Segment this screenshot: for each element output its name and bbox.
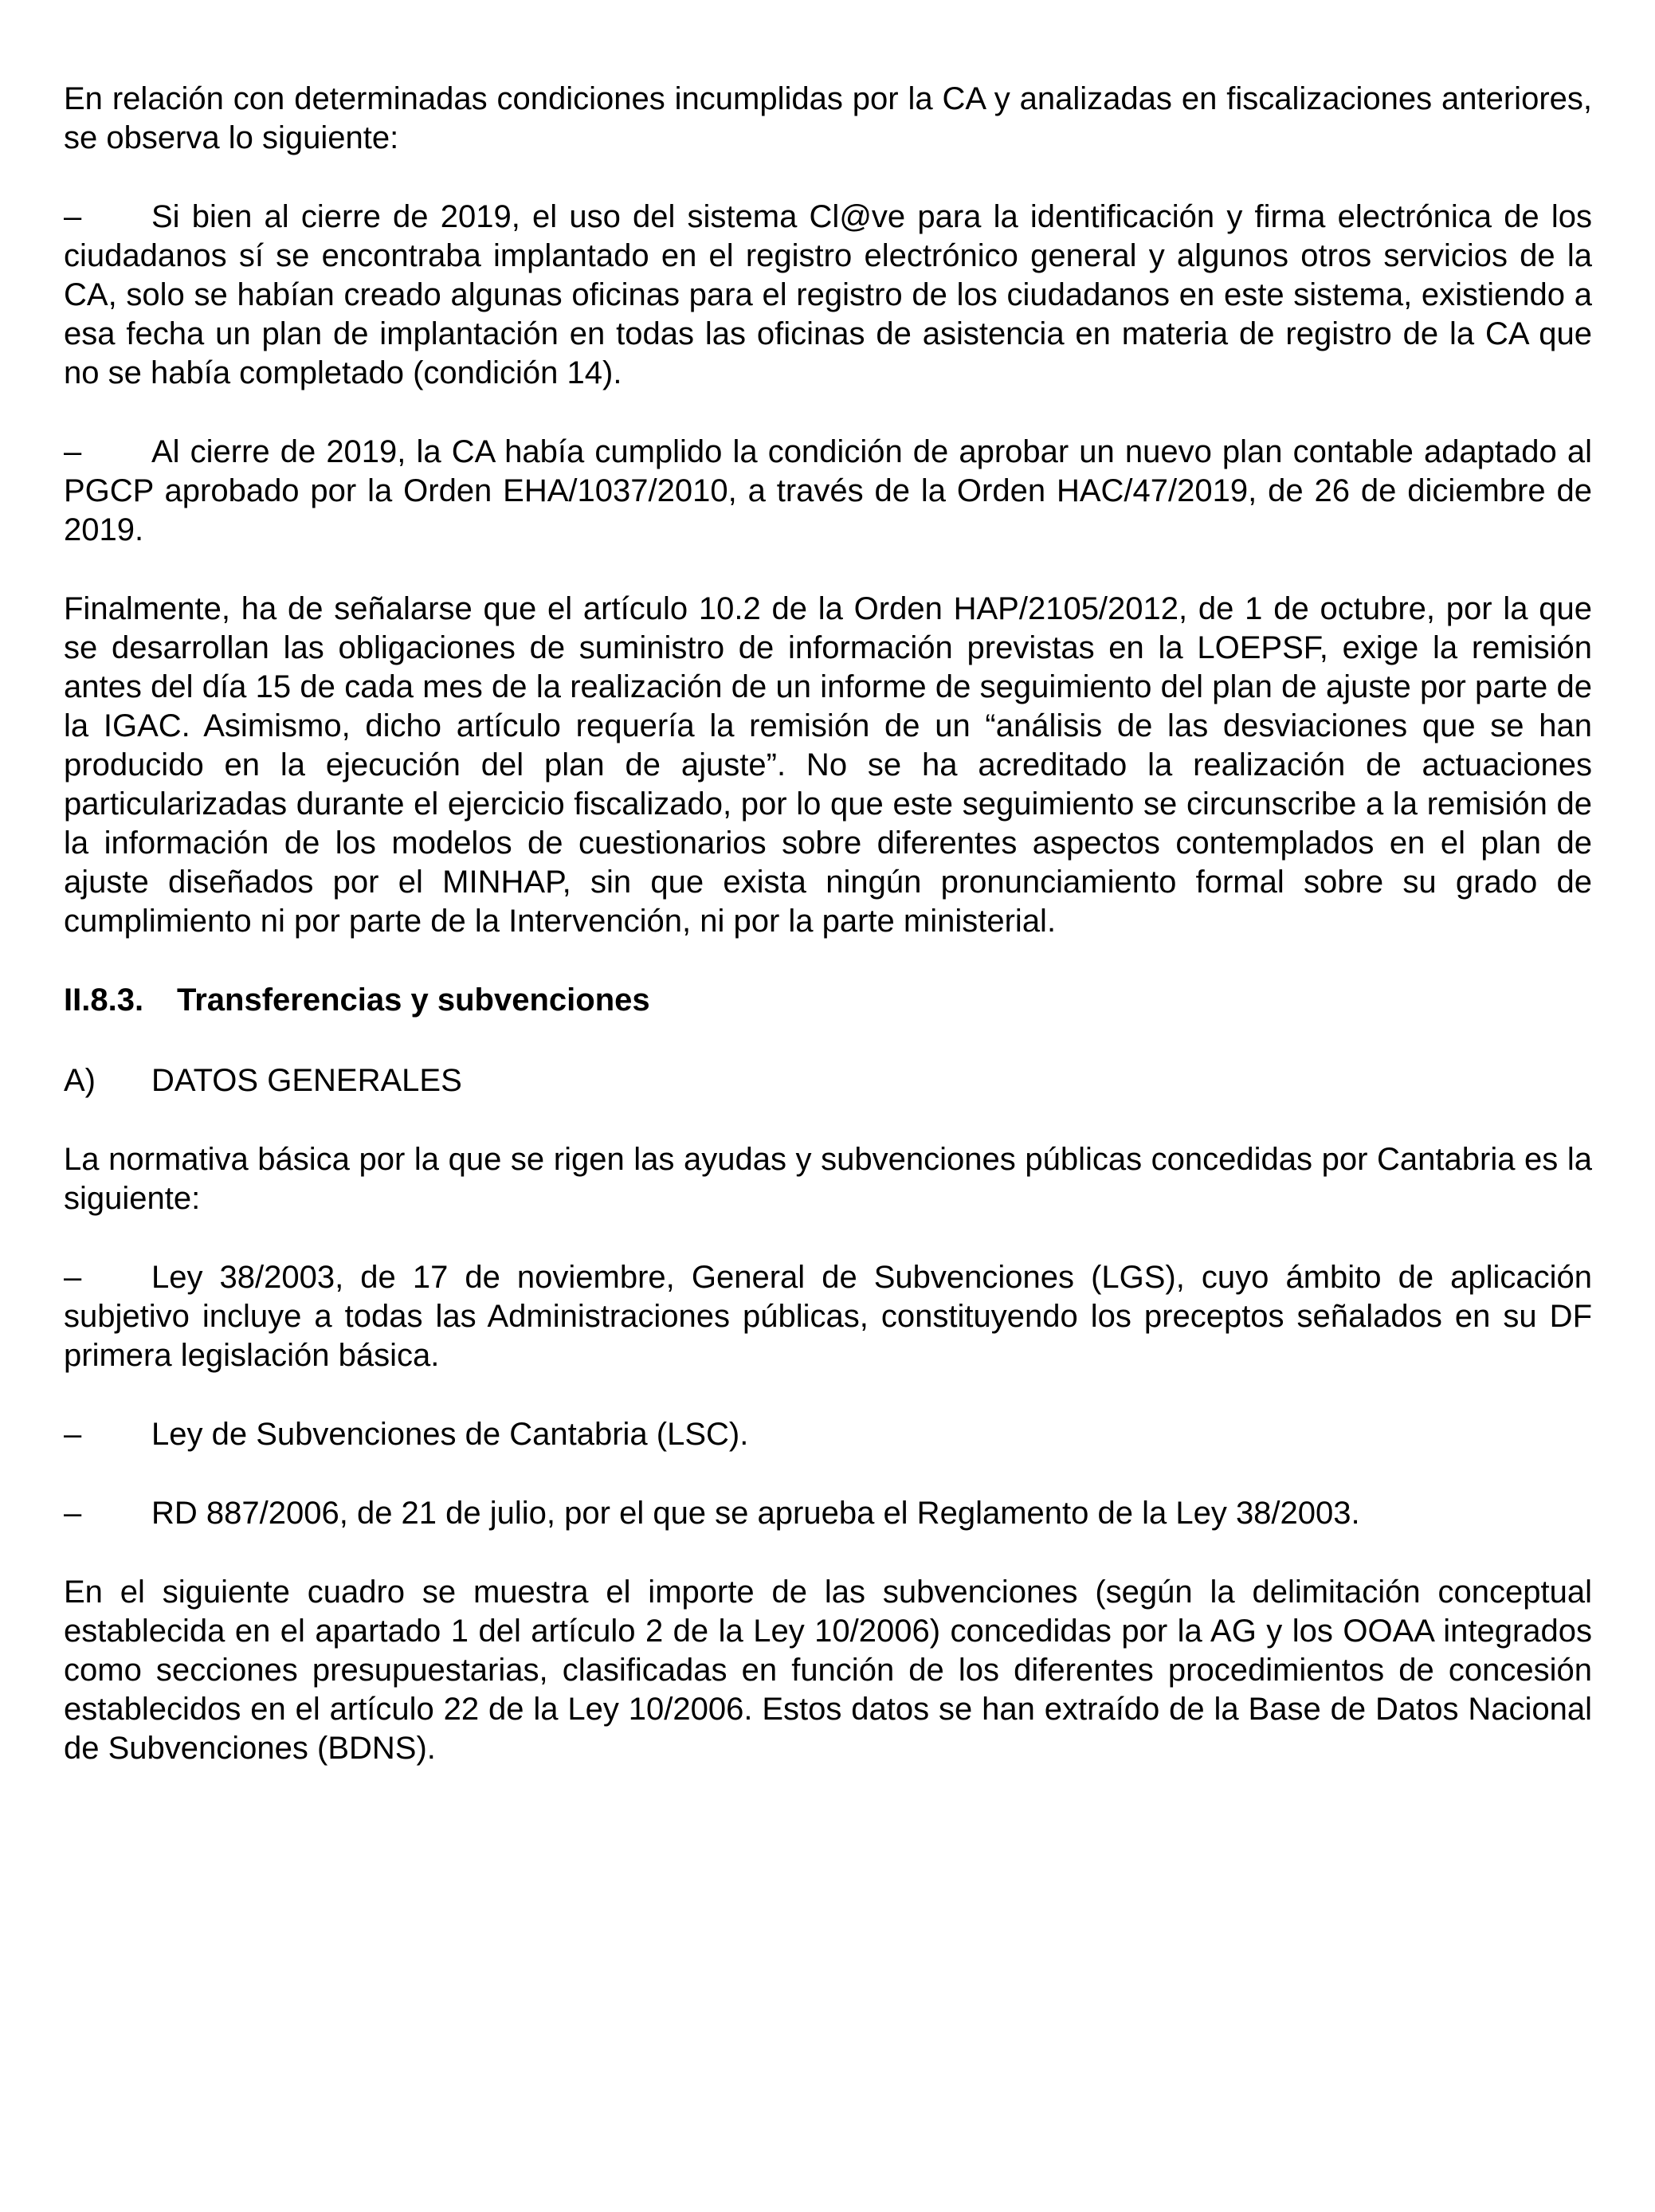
dash-bullet-icon: – (64, 434, 82, 469)
bullet-text: Ley de Subvenciones de Cantabria (LSC). (151, 1417, 749, 1452)
list-item (64, 198, 1592, 393)
subsection-heading (64, 1061, 1592, 1100)
subsection-letter: A) (64, 1063, 96, 1098)
document-page (64, 80, 1592, 1768)
list-item (64, 1258, 1592, 1375)
cuadro-paragraph: En el siguiente cuadro se muestra el importe de las subvenciones (según la delimitación conceptual establecida en el apartado 1 del artículo 2 de la Ley 10/2006) concedidas por la AG y los OOAA integrados como secciones presupuestarias, clasificadas en función de los diferentes procedimientos de concesión establecidos en el artículo 22 de la Ley 10/2006. Estos datos se han extraído de la Base de Datos Nacional de Subvenciones (BDNS). (64, 1575, 1592, 1766)
dash-bullet-icon: – (64, 1417, 82, 1452)
bullet-text: Si bien al cierre de 2019, el uso del sistema Cl@ve para la identificación y firma electrónica de los ciudadanos sí se encontraba implantado en el registro electrónico general y algunos otros servicios de la CA, solo se habían creado algunas oficinas para el registro de los ciudadanos en este sistema, existiendo a esa fecha un plan de implantación en todas las oficinas de asistencia en materia de registro de la CA que no se había completado (condición 14). (64, 199, 1592, 390)
normativa-paragraph: La normativa básica por la que se rigen las ayudas y subvenciones públicas concedidas por Cantabria es la siguiente: (64, 1142, 1592, 1216)
list-item (64, 433, 1592, 550)
section-title: Transferencias y subvenciones (177, 982, 650, 1018)
intro-paragraph: En relación con determinadas condiciones incumplidas por la CA y analizadas en fiscalizaciones anteriores, se observa lo siguiente: (64, 81, 1592, 155)
list-item (64, 1494, 1592, 1533)
section-number: II.8.3. (64, 982, 144, 1018)
dash-bullet-icon: – (64, 1496, 82, 1531)
dash-bullet-icon: – (64, 1260, 82, 1295)
subsection-title: DATOS GENERALES (151, 1063, 462, 1098)
list-item (64, 1415, 1592, 1454)
bullet-text: Al cierre de 2019, la CA había cumplido la condición de aprobar un nuevo plan contable adaptado al PGCP aprobado por la Orden EHA/1037/2010, a través de la Orden HAC/47/2019, de 26 de diciembre de 2019. (64, 434, 1592, 547)
section-heading (64, 981, 1592, 1020)
bullet-text: RD 887/2006, de 21 de julio, por el que se aprueba el Reglamento de la Ley 38/2003. (151, 1496, 1360, 1531)
finalmente-paragraph: Finalmente, ha de señalarse que el artículo 10.2 de la Orden HAP/2105/2012, de 1 de octubre, por la que se desarrollan las obligaciones de suministro de información previstas en la LOEPSF, exige la remisión antes del día 15 de cada mes de la realización de un informe de seguimiento del plan de ajuste por parte de la IGAC. Asimismo, dicho artículo requería la remisión de un “análisis de las desviaciones que se han producido en la ejecución del plan de ajuste”. No se ha acreditado la realización de actuaciones particularizadas durante el ejercicio fiscalizado, por lo que este seguimiento se circunscribe a la remisión de la información de los modelos de cuestionarios sobre diferentes aspectos contemplados en el plan de ajuste diseñados por el MINHAP, sin que exista ningún pronunciamiento formal sobre su grado de cumplimiento ni por parte de la Intervención, ni por la parte ministerial. (64, 591, 1592, 939)
dash-bullet-icon: – (64, 199, 82, 234)
bullet-text: Ley 38/2003, de 17 de noviembre, General de Subvenciones (LGS), cuyo ámbito de aplicación subjetivo incluye a todas las Administraciones públicas, constituyendo los preceptos señalados en su DF primera legislación básica. (64, 1260, 1592, 1373)
